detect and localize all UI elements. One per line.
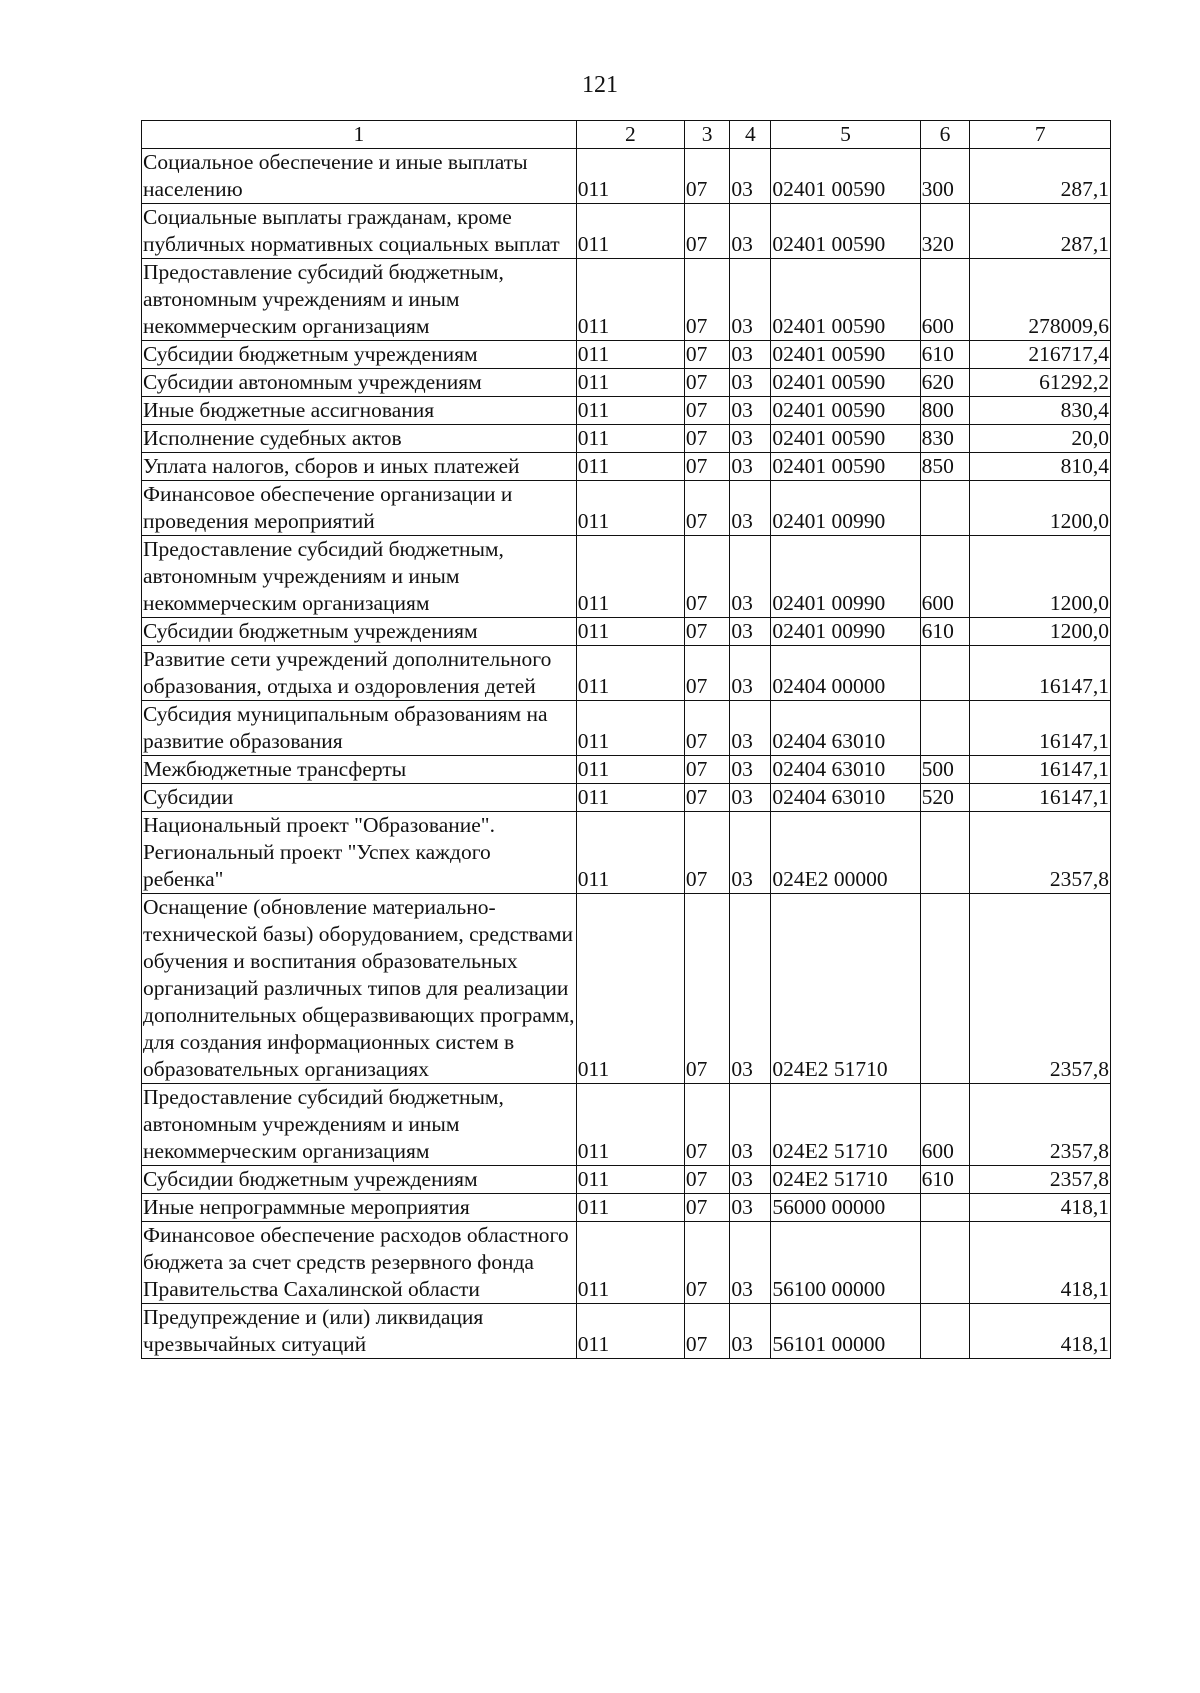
expense-type-code-cell: 610 — [920, 618, 970, 646]
expense-type-code-cell: 800 — [920, 397, 970, 425]
expense-type-code-cell — [920, 481, 970, 536]
column-header-1: 1 — [142, 121, 577, 149]
table-row — [142, 1304, 1111, 1359]
target-article-code-cell: 02401 00590 — [771, 149, 920, 204]
expense-name-cell: Субсидии бюджетным учреждениям — [142, 1166, 577, 1194]
column-header-5: 5 — [771, 121, 920, 149]
section-code-cell: 07 — [684, 756, 729, 784]
expense-type-code-cell — [920, 1194, 970, 1222]
section-code-cell: 07 — [684, 425, 729, 453]
target-article-code-cell: 02404 63010 — [771, 701, 920, 756]
table-row — [142, 812, 1111, 894]
expense-name-cell: Уплата налогов, сборов и иных платежей — [142, 453, 577, 481]
amount-cell: 16147,1 — [970, 701, 1111, 756]
section-code-cell: 07 — [684, 1084, 729, 1166]
expense-name-cell: Субсидия муниципальным образованиям на развитие образования — [142, 701, 577, 756]
section-code-cell: 07 — [684, 1166, 729, 1194]
expense-type-code-cell: 520 — [920, 784, 970, 812]
amount-cell: 810,4 — [970, 453, 1111, 481]
expense-type-code-cell: 830 — [920, 425, 970, 453]
target-article-code-cell: 02404 63010 — [771, 756, 920, 784]
subsection-code-cell: 03 — [730, 784, 771, 812]
amount-cell: 287,1 — [970, 204, 1111, 259]
table-row — [142, 259, 1111, 341]
expense-type-code-cell — [920, 701, 970, 756]
amount-cell: 1200,0 — [970, 536, 1111, 618]
department-code-cell: 011 — [576, 481, 684, 536]
section-code-cell: 07 — [684, 341, 729, 369]
budget-table — [141, 120, 1111, 1359]
table-row — [142, 1194, 1111, 1222]
expense-name-cell: Предоставление субсидий бюджетным, автономным учреждениям и иным некоммерческим организациям — [142, 259, 577, 341]
table-row — [142, 701, 1111, 756]
table-row — [142, 894, 1111, 1084]
department-code-cell: 011 — [576, 259, 684, 341]
table-row — [142, 536, 1111, 618]
section-code-cell: 07 — [684, 397, 729, 425]
target-article-code-cell: 02401 00990 — [771, 536, 920, 618]
subsection-code-cell: 03 — [730, 425, 771, 453]
section-code-cell: 07 — [684, 536, 729, 618]
department-code-cell: 011 — [576, 453, 684, 481]
target-article-code-cell: 02401 00590 — [771, 369, 920, 397]
expense-type-code-cell — [920, 1304, 970, 1359]
expense-type-code-cell: 620 — [920, 369, 970, 397]
section-code-cell: 07 — [684, 369, 729, 397]
amount-cell: 16147,1 — [970, 646, 1111, 701]
amount-cell: 418,1 — [970, 1304, 1111, 1359]
expense-type-code-cell — [920, 812, 970, 894]
target-article-code-cell: 02404 63010 — [771, 784, 920, 812]
amount-cell: 830,4 — [970, 397, 1111, 425]
department-code-cell: 011 — [576, 646, 684, 701]
table-row — [142, 341, 1111, 369]
expense-name-cell: Развитие сети учреждений дополнительного образования, отдыха и оздоровления детей — [142, 646, 577, 701]
column-header-4: 4 — [730, 121, 771, 149]
amount-cell: 1200,0 — [970, 618, 1111, 646]
target-article-code-cell: 02401 00590 — [771, 453, 920, 481]
subsection-code-cell: 03 — [730, 341, 771, 369]
department-code-cell: 011 — [576, 812, 684, 894]
target-article-code-cell: 024E2 51710 — [771, 894, 920, 1084]
column-header-6: 6 — [920, 121, 970, 149]
subsection-code-cell: 03 — [730, 453, 771, 481]
expense-type-code-cell: 600 — [920, 1084, 970, 1166]
subsection-code-cell: 03 — [730, 756, 771, 784]
subsection-code-cell: 03 — [730, 894, 771, 1084]
section-code-cell: 07 — [684, 646, 729, 701]
expense-name-cell: Субсидии бюджетным учреждениям — [142, 341, 577, 369]
amount-cell: 16147,1 — [970, 756, 1111, 784]
expense-name-cell: Исполнение судебных актов — [142, 425, 577, 453]
expense-name-cell: Субсидии автономным учреждениям — [142, 369, 577, 397]
target-article-code-cell: 024E2 51710 — [771, 1166, 920, 1194]
expense-type-code-cell — [920, 894, 970, 1084]
subsection-code-cell: 03 — [730, 618, 771, 646]
section-code-cell: 07 — [684, 204, 729, 259]
target-article-code-cell: 56000 00000 — [771, 1194, 920, 1222]
expense-type-code-cell: 600 — [920, 536, 970, 618]
department-code-cell: 011 — [576, 1304, 684, 1359]
table-row — [142, 756, 1111, 784]
expense-name-cell: Субсидии бюджетным учреждениям — [142, 618, 577, 646]
header-row — [142, 121, 1111, 149]
column-header-3: 3 — [684, 121, 729, 149]
column-header-7: 7 — [970, 121, 1111, 149]
subsection-code-cell: 03 — [730, 397, 771, 425]
expense-name-cell: Социальное обеспечение и иные выплаты населению — [142, 149, 577, 204]
section-code-cell: 07 — [684, 812, 729, 894]
expense-name-cell: Национальный проект "Образование". Региональный проект "Успех каждого ребенка" — [142, 812, 577, 894]
target-article-code-cell: 02401 00990 — [771, 618, 920, 646]
table-row — [142, 1084, 1111, 1166]
section-code-cell: 07 — [684, 894, 729, 1084]
amount-cell: 216717,4 — [970, 341, 1111, 369]
amount-cell: 287,1 — [970, 149, 1111, 204]
amount-cell: 61292,2 — [970, 369, 1111, 397]
section-code-cell: 07 — [684, 618, 729, 646]
table-row — [142, 784, 1111, 812]
expense-name-cell: Предоставление субсидий бюджетным, автономным учреждениям и иным некоммерческим организациям — [142, 1084, 577, 1166]
section-code-cell: 07 — [684, 1304, 729, 1359]
subsection-code-cell: 03 — [730, 149, 771, 204]
amount-cell: 2357,8 — [970, 812, 1111, 894]
subsection-code-cell: 03 — [730, 1304, 771, 1359]
expense-type-code-cell: 610 — [920, 1166, 970, 1194]
department-code-cell: 011 — [576, 1222, 684, 1304]
table-row — [142, 204, 1111, 259]
expense-name-cell: Оснащение (обновление материально-технической базы) оборудованием, средствами обучения и воспитания образовательных организаций различных типов для реализации дополнительных общеразвивающих программ, для создания информационных систем в образовательных организациях — [142, 894, 577, 1084]
expense-name-cell: Социальные выплаты гражданам, кроме публичных нормативных социальных выплат — [142, 204, 577, 259]
subsection-code-cell: 03 — [730, 259, 771, 341]
amount-cell: 278009,6 — [970, 259, 1111, 341]
department-code-cell: 011 — [576, 701, 684, 756]
department-code-cell: 011 — [576, 1084, 684, 1166]
subsection-code-cell: 03 — [730, 204, 771, 259]
department-code-cell: 011 — [576, 784, 684, 812]
department-code-cell: 011 — [576, 204, 684, 259]
target-article-code-cell: 02401 00990 — [771, 481, 920, 536]
department-code-cell: 011 — [576, 397, 684, 425]
table-body — [142, 149, 1111, 1359]
target-article-code-cell: 02401 00590 — [771, 341, 920, 369]
expense-type-code-cell — [920, 1222, 970, 1304]
subsection-code-cell: 03 — [730, 646, 771, 701]
expense-name-cell: Предупреждение и (или) ликвидация чрезвычайных ситуаций — [142, 1304, 577, 1359]
target-article-code-cell: 02401 00590 — [771, 204, 920, 259]
subsection-code-cell: 03 — [730, 1084, 771, 1166]
department-code-cell: 011 — [576, 536, 684, 618]
section-code-cell: 07 — [684, 701, 729, 756]
section-code-cell: 07 — [684, 1194, 729, 1222]
department-code-cell: 011 — [576, 341, 684, 369]
target-article-code-cell: 56101 00000 — [771, 1304, 920, 1359]
table-row — [142, 1222, 1111, 1304]
section-code-cell: 07 — [684, 149, 729, 204]
table-row — [142, 425, 1111, 453]
amount-cell: 418,1 — [970, 1194, 1111, 1222]
expense-type-code-cell: 850 — [920, 453, 970, 481]
department-code-cell: 011 — [576, 756, 684, 784]
table-row — [142, 369, 1111, 397]
table-row — [142, 1166, 1111, 1194]
section-code-cell: 07 — [684, 453, 729, 481]
subsection-code-cell: 03 — [730, 481, 771, 536]
subsection-code-cell: 03 — [730, 1222, 771, 1304]
amount-cell: 20,0 — [970, 425, 1111, 453]
target-article-code-cell: 02404 00000 — [771, 646, 920, 701]
table-row — [142, 646, 1111, 701]
department-code-cell: 011 — [576, 1194, 684, 1222]
section-code-cell: 07 — [684, 784, 729, 812]
page-number: 121 — [582, 72, 618, 98]
expense-name-cell: Финансовое обеспечение организации и проведения мероприятий — [142, 481, 577, 536]
amount-cell: 1200,0 — [970, 481, 1111, 536]
department-code-cell: 011 — [576, 369, 684, 397]
expense-type-code-cell: 300 — [920, 149, 970, 204]
target-article-code-cell: 024E2 51710 — [771, 1084, 920, 1166]
amount-cell: 418,1 — [970, 1222, 1111, 1304]
table-row — [142, 481, 1111, 536]
expense-name-cell: Иные непрограммные мероприятия — [142, 1194, 577, 1222]
expense-name-cell: Предоставление субсидий бюджетным, автономным учреждениям и иным некоммерческим организациям — [142, 536, 577, 618]
column-header-2: 2 — [576, 121, 684, 149]
amount-cell: 2357,8 — [970, 894, 1111, 1084]
subsection-code-cell: 03 — [730, 1194, 771, 1222]
section-code-cell: 07 — [684, 259, 729, 341]
expense-type-code-cell: 500 — [920, 756, 970, 784]
target-article-code-cell: 56100 00000 — [771, 1222, 920, 1304]
subsection-code-cell: 03 — [730, 701, 771, 756]
expense-name-cell: Субсидии — [142, 784, 577, 812]
expense-name-cell: Межбюджетные трансферты — [142, 756, 577, 784]
subsection-code-cell: 03 — [730, 369, 771, 397]
department-code-cell: 011 — [576, 618, 684, 646]
subsection-code-cell: 03 — [730, 812, 771, 894]
target-article-code-cell: 02401 00590 — [771, 425, 920, 453]
target-article-code-cell: 024E2 00000 — [771, 812, 920, 894]
expense-type-code-cell — [920, 646, 970, 701]
expense-name-cell: Иные бюджетные ассигнования — [142, 397, 577, 425]
subsection-code-cell: 03 — [730, 536, 771, 618]
department-code-cell: 011 — [576, 149, 684, 204]
department-code-cell: 011 — [576, 1166, 684, 1194]
table-row — [142, 397, 1111, 425]
section-code-cell: 07 — [684, 481, 729, 536]
amount-cell: 16147,1 — [970, 784, 1111, 812]
expense-type-code-cell: 600 — [920, 259, 970, 341]
table-row — [142, 149, 1111, 204]
expense-name-cell: Финансовое обеспечение расходов областного бюджета за счет средств резервного фонда Правительства Сахалинской области — [142, 1222, 577, 1304]
target-article-code-cell: 02401 00590 — [771, 397, 920, 425]
department-code-cell: 011 — [576, 894, 684, 1084]
table-row — [142, 618, 1111, 646]
expense-type-code-cell: 610 — [920, 341, 970, 369]
amount-cell: 2357,8 — [970, 1166, 1111, 1194]
section-code-cell: 07 — [684, 1222, 729, 1304]
amount-cell: 2357,8 — [970, 1084, 1111, 1166]
target-article-code-cell: 02401 00590 — [771, 259, 920, 341]
expense-type-code-cell: 320 — [920, 204, 970, 259]
subsection-code-cell: 03 — [730, 1166, 771, 1194]
table-row — [142, 453, 1111, 481]
department-code-cell: 011 — [576, 425, 684, 453]
